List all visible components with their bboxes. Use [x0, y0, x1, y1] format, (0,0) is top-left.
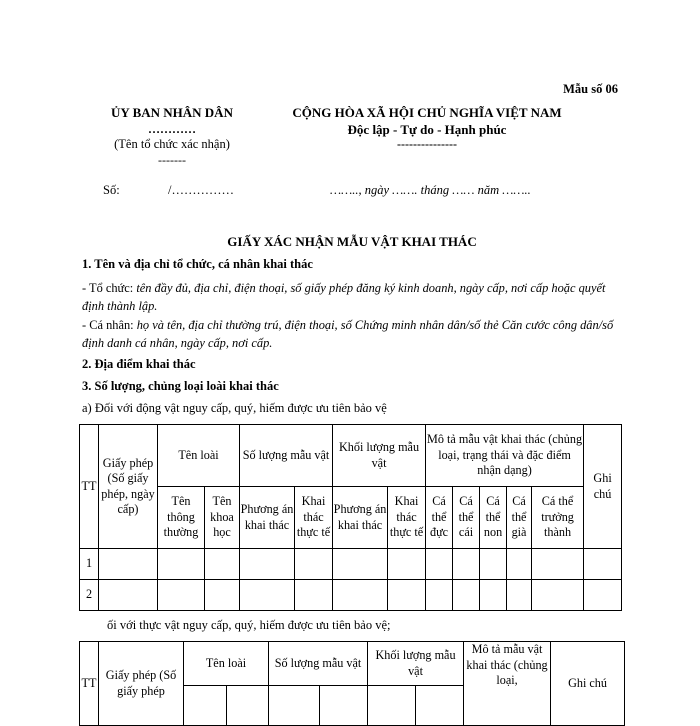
- section1-person-paragraph: [82, 316, 622, 352]
- col-species-name: Tên loài: [158, 425, 240, 487]
- section1-heading: 1. Tên và địa chỉ tổ chức, cá nhân khai thác: [82, 257, 313, 271]
- table-row: [80, 549, 622, 580]
- col-mass-plan: Phương án khai thác: [333, 487, 388, 549]
- section3-sub-a: a) Đối với động vật nguy cấp, quý, hiếm được ưu tiên bảo vệ: [82, 401, 387, 415]
- person-prefix: - Cá nhân:: [82, 318, 137, 332]
- date-line: …….., ngày ……. tháng …… năm ……..: [330, 183, 531, 197]
- col-male: Cá thể đực: [426, 487, 453, 549]
- col-adult: Cá thể trưởng thành: [532, 487, 584, 549]
- row-number: 1: [80, 549, 99, 580]
- col-quantity: Số lượng mẫu vật: [240, 425, 333, 487]
- org-hint: (Tên tổ chức xác nhận): [114, 137, 230, 151]
- col-old: Cá thể già: [507, 487, 532, 549]
- org-dots: …………: [148, 122, 196, 136]
- number-label: Số:: [103, 183, 120, 197]
- row-number: 2: [80, 580, 99, 611]
- org-dash: -------: [158, 153, 186, 167]
- col-description: Mô tả mẫu vật khai thác (chủng loại,: [464, 642, 551, 726]
- plant-specimen-table: [79, 641, 625, 726]
- col-tt: TT: [80, 642, 99, 726]
- org-text: tên đầy đủ, địa chỉ, điện thoại, số giấy phép đăng ký kinh doanh, ngày cấp, nơi cấp hoặc quyết định thành lập.: [82, 281, 606, 313]
- col-young: Cá thể non: [480, 487, 507, 549]
- country-name: CỘNG HÒA XÃ HỘI CHỦ NGHĨA VIỆT NAM: [292, 105, 562, 120]
- animal-specimen-table: [79, 424, 622, 611]
- col-permit: Giấy phép (Số giấy phép: [99, 642, 184, 726]
- col-common-name: Tên thông thường: [158, 487, 205, 549]
- person-text: họ và tên, địa chỉ thường trú, điện thoại, số Chứng minh nhân dân/số thẻ Căn cước công dân/số định danh cá nhân, ngày cấp, nơi cấp.: [82, 318, 614, 350]
- number-field: /……………: [168, 183, 234, 197]
- table-row: [80, 580, 622, 611]
- col-female: Cá thể cái: [453, 487, 480, 549]
- section2-heading: 2. Địa điểm khai thác: [82, 357, 196, 371]
- col-permit: Giấy phép (Số giấy phép, ngày cấp): [99, 425, 158, 549]
- col-species-name: Tên loài: [184, 642, 269, 686]
- col-quantity-actual: Khai thác thực tế: [295, 487, 333, 549]
- motto-dash: ---------------: [397, 137, 457, 151]
- form-number: Mẫu số 06: [563, 82, 618, 96]
- col-mass: Khối lượng mẫu vật: [368, 642, 464, 686]
- document-title: GIẤY XÁC NHẬN MẪU VẬT KHAI THÁC: [227, 234, 477, 249]
- col-mass-actual: Khai thác thực tế: [388, 487, 426, 549]
- section1-org-paragraph: [82, 279, 622, 315]
- col-mass: Khối lượng mẫu vật: [333, 425, 426, 487]
- org-prefix: - Tổ chức:: [82, 281, 137, 295]
- col-scientific-name: Tên khoa học: [205, 487, 240, 549]
- section3-sub-b: ối với thực vật nguy cấp, quý, hiếm được ưu tiên bảo vệ;: [107, 618, 391, 632]
- col-description: Mô tả mẫu vật khai thác (chủng loại, trạng thái và đặc điểm nhận dạng): [426, 425, 584, 487]
- col-quantity: Số lượng mẫu vật: [269, 642, 368, 686]
- col-note: Ghi chú: [584, 425, 622, 549]
- col-quantity-plan: Phương án khai thác: [240, 487, 295, 549]
- org-title: ỦY BAN NHÂN DÂN: [111, 105, 233, 120]
- motto: Độc lập - Tự do - Hạnh phúc: [347, 122, 507, 137]
- col-tt: TT: [80, 425, 99, 549]
- section3-heading: 3. Số lượng, chủng loại loài khai thác: [82, 379, 279, 393]
- col-note: Ghi chú: [551, 642, 625, 726]
